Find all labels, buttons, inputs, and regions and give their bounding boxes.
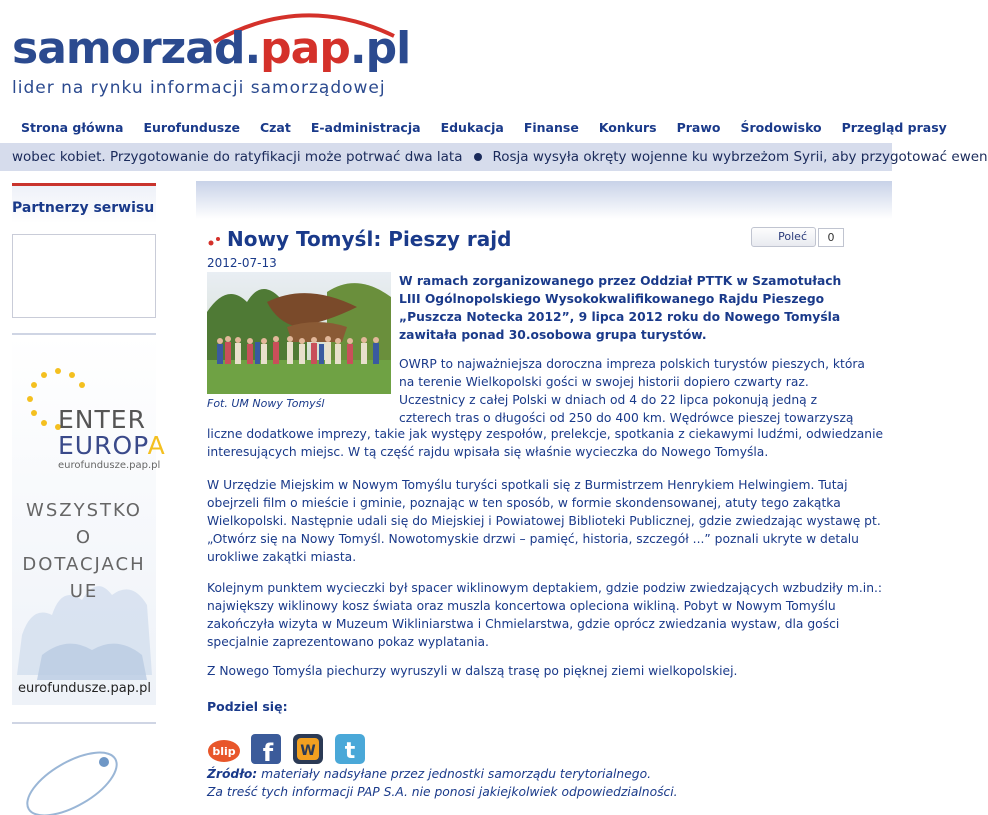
banner-slogan (12, 497, 156, 605)
facebook-icon-text: f (262, 739, 274, 767)
twitter-icon-text: t (344, 739, 356, 764)
main-nav (0, 116, 947, 140)
sidebar-header (12, 183, 156, 223)
banner-europa-part: EUROP (58, 431, 148, 460)
ticker-item[interactable]: wobec kobiet. Przygotowanie do ratyfikacji może potrwać dwa lata (12, 149, 463, 165)
article-lead: W ramach zorganizowanego przez Oddział PTTK w Szamotułach LIII Ogólnopolskiego Wysokokwalifikowanego Rajdu Pieszego „Puszcza Notecka 2012”, 9 lipca 2012 roku do Nowego Tomyśla zawitała ponad 30.osobowa grupa turystów. (399, 274, 842, 342)
photo-caption: Fot. UM Nowy Tomyśl (207, 397, 325, 410)
partner-slot (12, 234, 156, 318)
facebook-icon[interactable] (249, 732, 283, 766)
partner-banner-2[interactable] (12, 722, 156, 809)
wykop-icon[interactable] (291, 732, 325, 766)
banner-europa-accent: A (147, 431, 166, 460)
article-title: Nowy Tomyśl: Pieszy rajd (227, 227, 512, 251)
logo-text-pap: pap (260, 23, 350, 74)
site-logo[interactable] (12, 4, 412, 100)
nav-item-eurofundusze[interactable]: Eurofundusze (143, 120, 240, 135)
logo-text (12, 22, 410, 76)
ticker-item[interactable]: Rosja wysyła okręty wojenne ku wybrzeżom Syrii, aby przygotować ewen (492, 149, 988, 165)
orbit-logo-graphic (12, 724, 156, 811)
nav-item-przeglad-prasy[interactable]: Przegląd prasy (841, 120, 947, 135)
content-header-bar (196, 181, 892, 219)
article-paragraph: Z Nowego Tomyśla piechurzy wyruszyli w dalszą trasę po pięknej ziemi wielkopolskiej. (207, 664, 738, 678)
banner-enter-text: ENTER (58, 405, 146, 434)
source-label: Źródło: (207, 767, 258, 781)
nav-item-srodowisko[interactable]: Środowisko (740, 120, 822, 135)
ticker-content (12, 143, 988, 171)
nav-item-czat[interactable]: Czat (259, 120, 291, 135)
photo-image (207, 272, 391, 394)
recommend-button[interactable]: Poleć (751, 227, 816, 247)
article-paragraph: Kolejnym punktem wycieczki był spacer wiklinowym deptakiem, gdzie podziw zwiedzających wzbudziły m.in.: największy wiklinowy kosz świata oraz muszla koncertowa opleciona wikliną. Pobyt w Nowym Tomyślu zakończyła wizyta w Muzeum Wikliniarstwa i Chmielarstwa, gdzie oprócz zwiedzania wystaw, dla gości specjalnie zaprezentowano pokaz wyplatania. (207, 581, 883, 649)
banner-small-url: eurofundusze.pap.pl (58, 460, 161, 471)
nav-item-prawo[interactable]: Prawo (676, 120, 721, 135)
logo-text-right: .pl (349, 23, 411, 74)
banner-slogan-line: O DOTACJACH (22, 527, 146, 575)
nav-item-konkurs[interactable]: Konkurs (598, 120, 657, 135)
nav-item-e-administracja[interactable]: E-administracja (310, 120, 421, 135)
logo-tagline: lider na rynku informacji samorządowej (12, 78, 386, 98)
banner-slogan-line: WSZYSTKO (26, 500, 142, 521)
wykop-icon-text: W (300, 743, 316, 759)
blip-icon[interactable] (207, 732, 241, 766)
nav-item-edukacja[interactable]: Edukacja (440, 120, 504, 135)
title-bullet-icon (208, 236, 222, 246)
eurofundusze-banner[interactable] (12, 333, 166, 705)
sidebar-title: Partnerzy serwisu (12, 200, 155, 216)
banner-slogan-line: UE (69, 581, 99, 602)
logo-text-left: samorzad. (12, 23, 261, 74)
news-ticker (0, 143, 988, 171)
ticker-bullet-icon (474, 153, 482, 161)
article-paragraph: OWRP to najważniejsza doroczna impreza polskich turystów pieszych, która na terenie Wielkopolski gości w swojej historii dopiero czwarty raz. Uczestnicy z całej Polski w dniach od 4 do 22 lipca pokonują jedną z czterech tras o długości od 250 do 400 km. Wędrówce pieszej towarzyszą (399, 357, 865, 425)
banner-url: eurofundusze.pap.pl (18, 681, 151, 696)
twitter-icon[interactable] (333, 732, 367, 766)
source-line (207, 767, 651, 781)
article-paragraph: liczne dodatkowe imprezy, takie jak występy zespołów, prelekcje, spotkania z ciekawymi ludźmi, odwiedzanie interesujących miejsc. W tą część rajdu wpisała się właśnie wycieczka do Nowego Tomyśla. (207, 427, 884, 459)
disclaimer: Za treść tych informacji PAP S.A. nie ponosi jakiejkolwiek odpowiedzialności. (207, 785, 678, 799)
blip-icon-text: blip (212, 745, 236, 758)
article-date: 2012-07-13 (207, 256, 277, 270)
nav-item-home[interactable]: Strona główna (21, 120, 124, 135)
source-text: materiały nadsyłane przez jednostki samorządu terytorialnego. (257, 767, 652, 781)
nav-item-finanse[interactable]: Finanse (523, 120, 579, 135)
banner-europa-text (58, 431, 166, 460)
recommend-count: 0 (818, 228, 844, 247)
share-label: Podziel się: (207, 699, 288, 714)
share-icons (207, 732, 367, 766)
article-paragraph: W Urzędzie Miejskim w Nowym Tomyślu turyści spotkali się z Burmistrzem Henrykiem Helwingiem. Tutaj obejrzeli film o mieście i gminie, poznając w ten sposób, w formie skondensowanej, atuty tego zakątka Wielkopolski. Następnie udali się do Miejskiej i Powiatowej Biblioteki Publicznej, gdzie zwiedzając wystawę pt. „Otwórz się na Nowy Tomyśl. Nowotomyskie drzwi – pamięć, historia, szczegół ...” poznali ukryte w detalu urokliwe zakątki miasta. (207, 478, 881, 564)
article-photo[interactable] (207, 272, 391, 394)
